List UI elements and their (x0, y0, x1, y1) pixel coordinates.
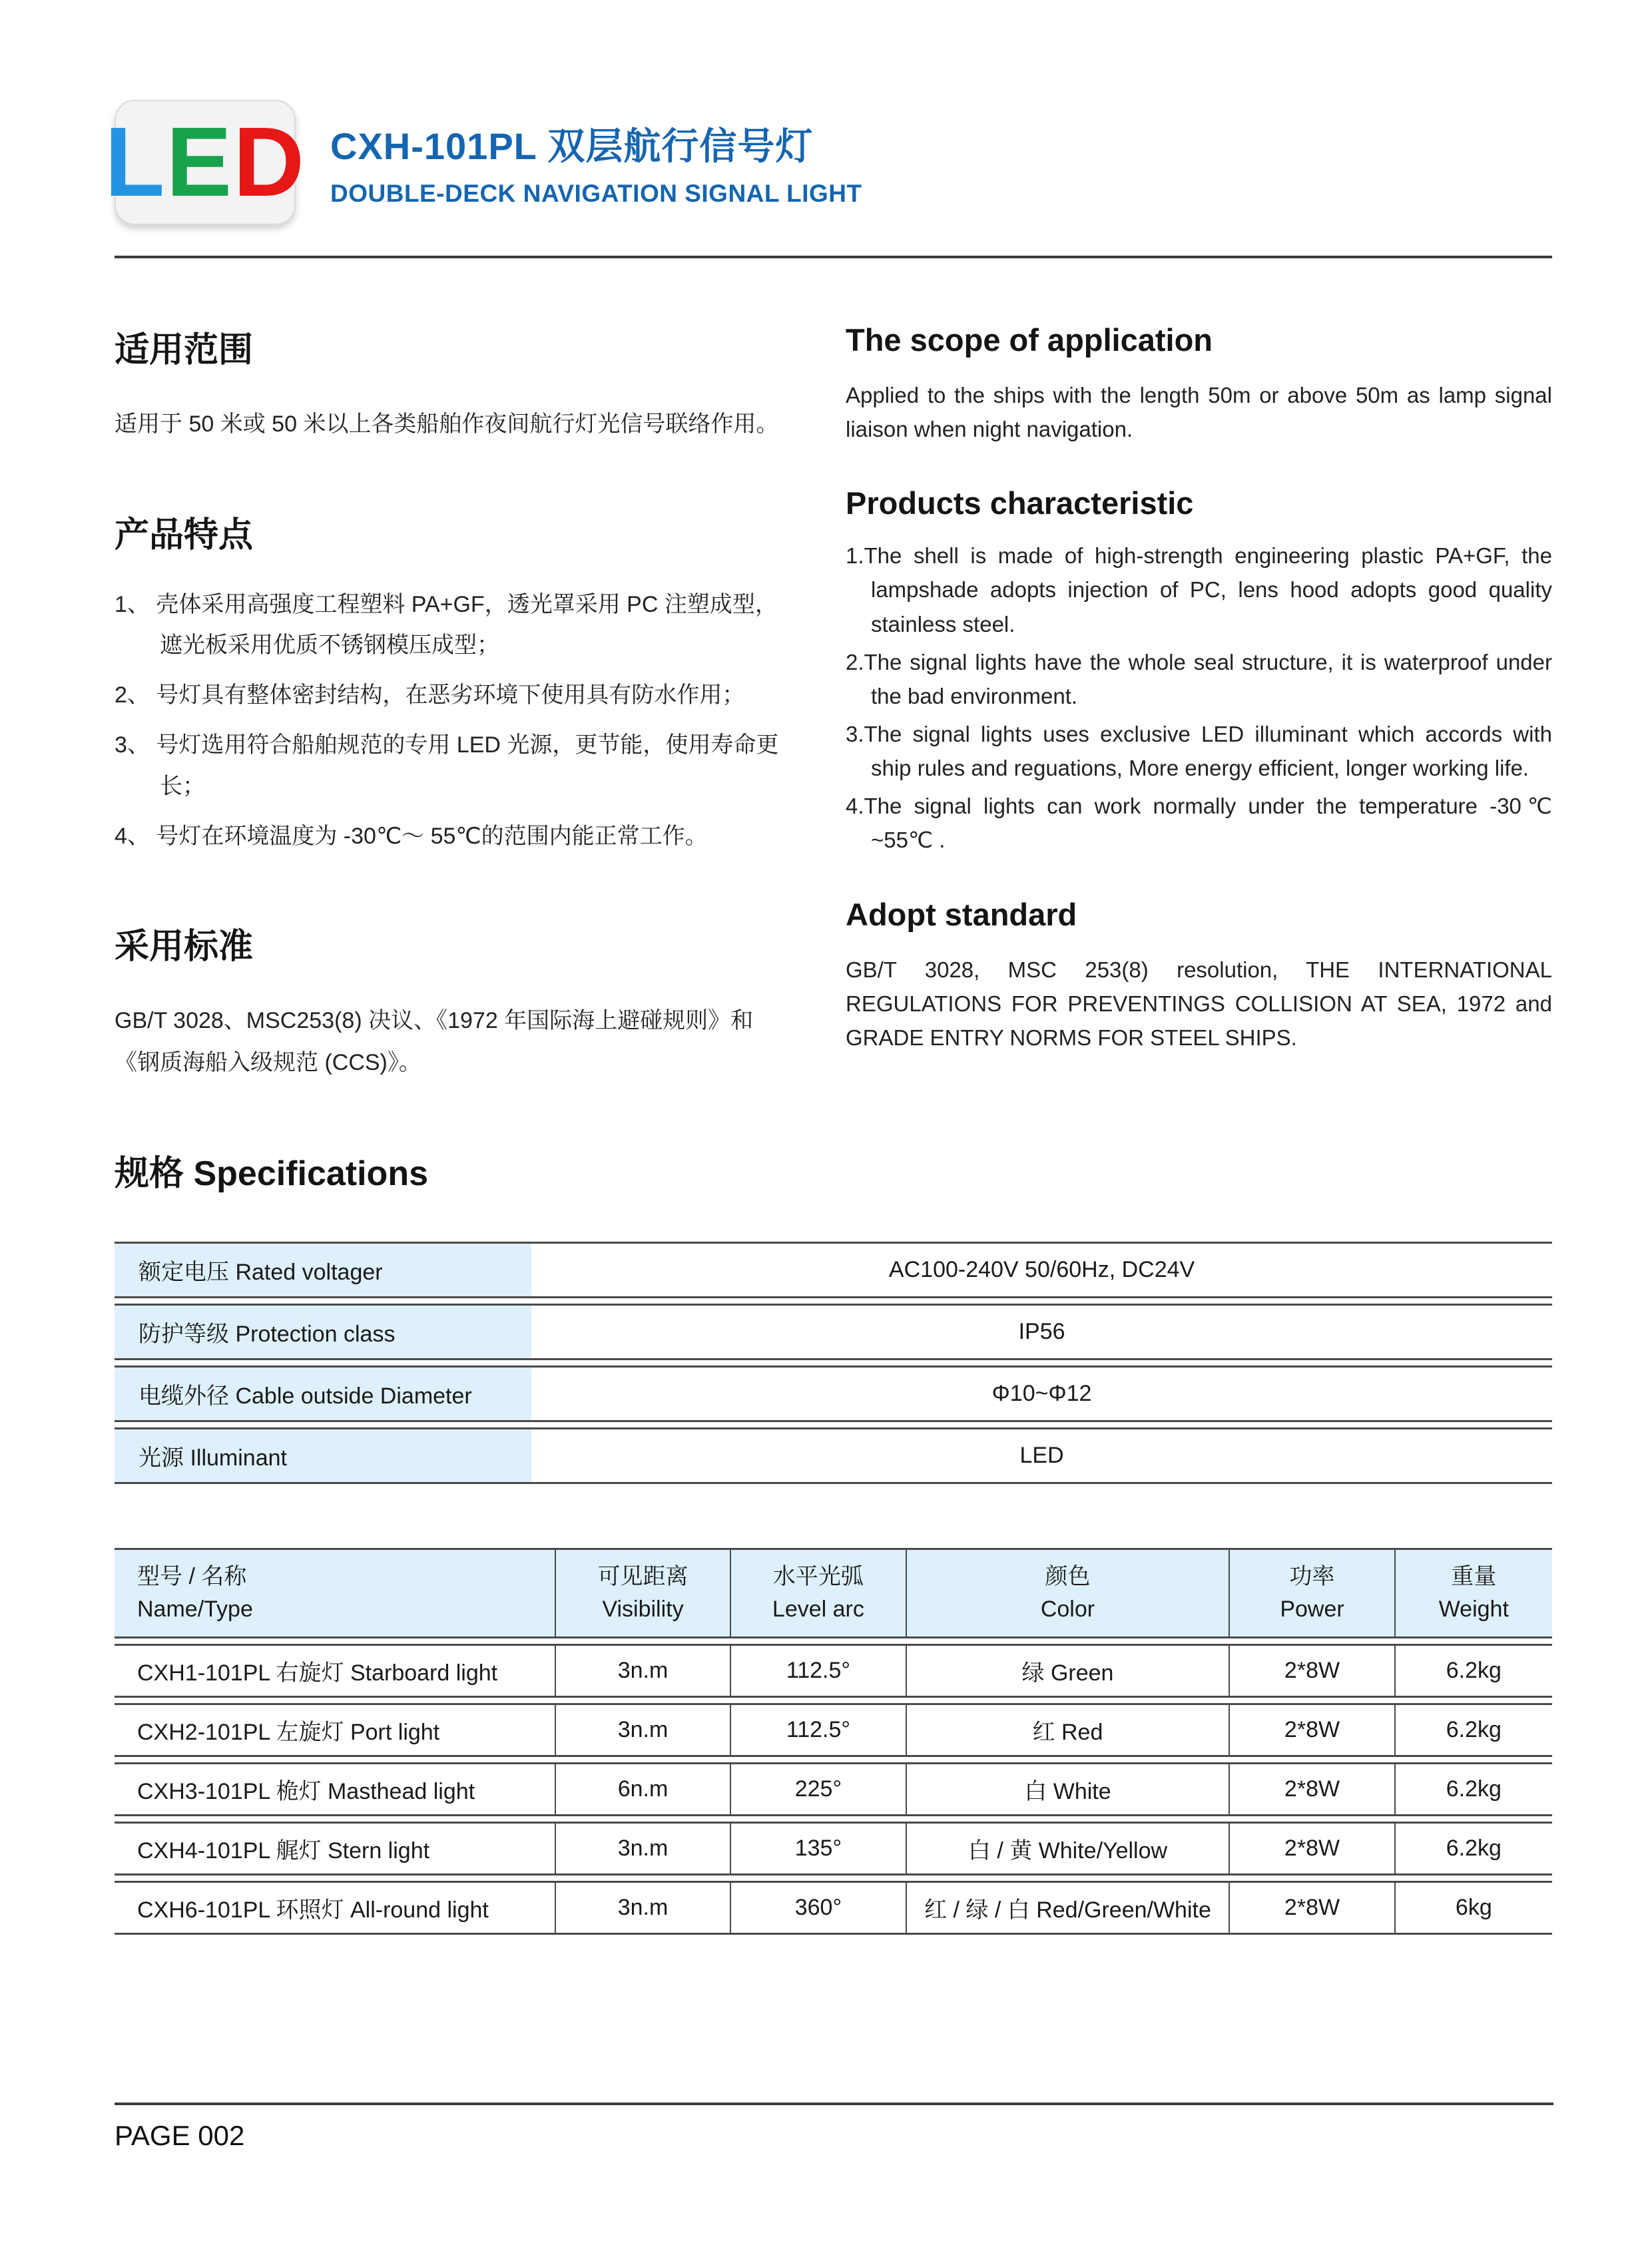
spec-label: 防护等级 Protection class (115, 1304, 531, 1360)
col-header-en: Level arc (772, 1597, 864, 1622)
cell-level-arc: 112.5° (731, 1644, 906, 1698)
scope-heading-en: The scope of application (846, 322, 1213, 358)
standard-heading-cn: 采用标准 (115, 927, 254, 967)
features-heading-cn: 产品特点 (115, 515, 254, 555)
page-number: PAGE 002 (115, 2120, 245, 2151)
cell-level-arc: 360° (731, 1881, 906, 1935)
col-header-en: Color (1040, 1597, 1095, 1622)
col-header-en: Power (1280, 1597, 1344, 1622)
spec-row (115, 1366, 1552, 1422)
spec-label: 光源 Illuminant (115, 1427, 531, 1484)
cell-color: 红 / 绿 / 白 Red/Green/White (907, 1881, 1231, 1935)
header (105, 100, 1552, 225)
col-header-en: Name/Type (137, 1597, 253, 1622)
cell-power: 2*8W (1230, 1644, 1395, 1698)
features-heading-en: Products characteristic (846, 485, 1194, 521)
feature-item-cn: 1、 壳体采用高强度工程塑料 PA+GF，透光罩采用 PC 注塑成型，遮光板采用优质不锈钢模压成型； (115, 591, 778, 658)
section-columns (115, 322, 1552, 1084)
cell-color: 白 White (907, 1762, 1231, 1816)
col-header-en: Weight (1438, 1597, 1509, 1622)
footer (115, 2103, 1553, 2152)
header-divider (115, 256, 1552, 258)
model-row-masthead-light (115, 1762, 1552, 1816)
cell-weight: 6.2kg (1396, 1822, 1552, 1875)
col-header-cn: 水平光弧 (772, 1563, 864, 1589)
cell-visibility: 3n.m (556, 1881, 731, 1935)
cell-weight: 6.2kg (1396, 1762, 1552, 1816)
model-table-header-row (115, 1548, 1552, 1639)
cell-name: CXH4-101PL 艉灯 Stern light (115, 1822, 556, 1875)
col-header-cn: 型号 / 名称 (137, 1563, 247, 1589)
feature-item-cn: 4、 号灯在环境温度为 -30℃～ 55℃的范围内能正常工作。 (115, 823, 708, 849)
cell-level-arc: 225° (731, 1762, 906, 1816)
col-header-level-arc (731, 1548, 906, 1639)
spec-summary-table (115, 1236, 1552, 1489)
product-title-cn: CXH-101PL 双层航行信号灯 (330, 125, 814, 167)
cell-visibility: 3n.m (556, 1822, 731, 1875)
col-header-cn: 功率 (1289, 1563, 1335, 1589)
standard-body-cn: GB/T 3028、MSC253(8) 决议、《1972 年国际海上避碰规则》和《钢质海船入级规范 (CCS)》。 (115, 1008, 754, 1075)
cell-level-arc: 135° (731, 1822, 906, 1875)
model-row-all-round-light (115, 1881, 1552, 1935)
spec-label: 电缆外径 Cable outside Diameter (115, 1366, 531, 1422)
cell-power: 2*8W (1230, 1881, 1395, 1935)
model-row-port-light (115, 1703, 1552, 1757)
cell-name: CXH1-101PL 右旋灯 Starboard light (115, 1644, 556, 1698)
product-title-en: DOUBLE-DECK NAVIGATION SIGNAL LIGHT (330, 180, 862, 207)
spec-row (115, 1242, 1552, 1298)
cell-name: CXH2-101PL 左旋灯 Port light (115, 1703, 556, 1757)
column-english (846, 322, 1552, 1084)
standard-body-en: GB/T 3028, MSC 253(8) resolution, THE INTERNATIONAL REGULATIONS FOR PREVENTINGS COLLISION AT SEA, 1972 and GRADE ENTRY NORMS FOR STEEL SHIPS. (846, 957, 1552, 1050)
cell-visibility: 3n.m (556, 1703, 731, 1757)
scope-heading-cn: 适用范围 (115, 331, 254, 370)
title-block (330, 117, 862, 208)
scope-body-en: Applied to the ships with the length 50m or above 50m as lamp signal liaison when night navigation. (846, 383, 1552, 442)
model-row-stern-light (115, 1822, 1552, 1875)
cell-power: 2*8W (1230, 1762, 1395, 1816)
specifications-heading: 规格 Specifications (115, 1154, 428, 1193)
cell-visibility: 3n.m (556, 1644, 731, 1698)
cell-color: 红 Red (907, 1703, 1231, 1757)
spec-value: IP56 (531, 1304, 1552, 1360)
model-row-starboard-light (115, 1644, 1552, 1698)
spec-row (115, 1304, 1552, 1360)
col-header-visibility (556, 1548, 731, 1639)
feature-item-en: 4.The signal lights can work normally under the temperature -30℃ ~55℃ . (846, 794, 1552, 853)
features-list-en (846, 539, 1552, 857)
cell-color: 绿 Green (907, 1644, 1231, 1698)
model-spec-table (115, 1543, 1552, 1941)
col-header-cn: 重量 (1451, 1563, 1497, 1589)
feature-item-en: 2.The signal lights have the whole seal structure, it is waterproof under the bad environment. (846, 649, 1552, 708)
spec-value: AC100-240V 50/60Hz, DC24V (531, 1242, 1552, 1298)
led-logo-letter-e: E (166, 107, 234, 217)
cell-weight: 6.2kg (1396, 1644, 1552, 1698)
cell-level-arc: 112.5° (731, 1703, 906, 1757)
cell-weight: 6.2kg (1396, 1703, 1552, 1757)
feature-item-cn: 3、 号灯选用符合船舶规范的专用 LED 光源，更节能，使用寿命更长； (115, 732, 779, 799)
led-logo (105, 100, 306, 225)
cell-color: 白 / 黄 White/Yellow (907, 1822, 1231, 1875)
cell-name: CXH3-101PL 桅灯 Masthead light (115, 1762, 556, 1816)
spec-label: 额定电压 Rated voltager (115, 1242, 531, 1298)
cell-visibility: 6n.m (556, 1762, 731, 1816)
col-header-cn: 可见距离 (597, 1563, 688, 1589)
standard-heading-en: Adopt standard (846, 896, 1077, 932)
column-chinese (115, 322, 787, 1084)
features-list-cn (115, 585, 787, 857)
led-logo-letter-l: L (105, 107, 166, 217)
col-header-weight (1396, 1548, 1552, 1639)
col-header-power (1230, 1548, 1395, 1639)
cell-name: CXH6-101PL 环照灯 All-round light (115, 1881, 556, 1935)
feature-item-cn: 2、 号灯具有整体密封结构，在恶劣环境下使用具有防水作用； (115, 682, 745, 708)
spec-row (115, 1427, 1552, 1484)
col-header-en: Visibility (602, 1597, 684, 1622)
feature-item-en: 3.The signal lights uses exclusive LED illuminant which accords with ship rules and reguations, More energy efficient, longer working life. (846, 721, 1552, 781)
cell-power: 2*8W (1230, 1703, 1395, 1757)
col-header-color (907, 1548, 1231, 1639)
scope-body-cn: 适用于 50 米或 50 米以上各类船舶作夜间航行灯光信号联络作用。 (115, 411, 779, 437)
cell-weight: 6kg (1396, 1881, 1552, 1935)
col-header-cn: 颜色 (1045, 1563, 1091, 1589)
spec-value: LED (531, 1427, 1552, 1484)
led-logo-letter-d: D (233, 107, 306, 217)
spec-value: Φ10~Φ12 (531, 1366, 1552, 1422)
feature-item-en: 1.The shell is made of high-strength engineering plastic PA+GF, the lampshade adopts injection of PC, lens hood adopts good quality stainless steel. (846, 543, 1552, 636)
cell-power: 2*8W (1230, 1822, 1395, 1875)
col-header-name-type (115, 1548, 556, 1639)
